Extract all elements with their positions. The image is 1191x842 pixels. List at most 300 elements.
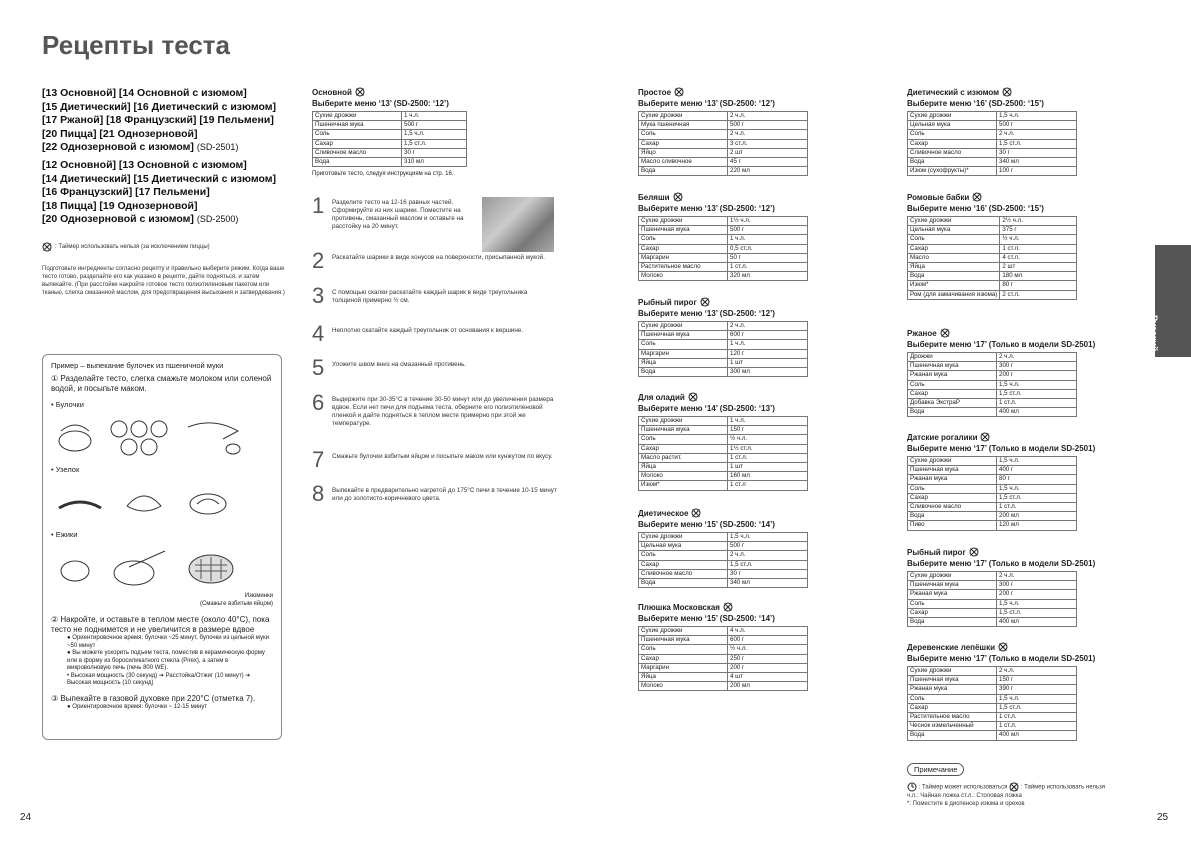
ingredient-amount: 300 мл — [728, 367, 808, 376]
ingredient-row — [908, 112, 1077, 121]
ingredient-name: Дрожжи — [908, 353, 997, 362]
ingredient-row — [639, 217, 808, 226]
ingredient-amount: 1,5 ч.л. — [997, 457, 1077, 466]
ingredient-name: Сухие дрожжи — [639, 417, 728, 426]
ingredient-row — [908, 272, 1077, 281]
step-item: 3 С помощью скалки раскатайте каждый шарик в виде треугольника толщиной примерно ½ см. — [312, 283, 528, 308]
recipe-menu: Выберите меню ‘13’ (SD-2500: ‘12’) — [312, 99, 449, 108]
ingredient-amount: 2 шт — [728, 148, 808, 157]
legend-timer-ok: : Таймер может использоваться — [918, 784, 1008, 791]
ingredient-name: Соль — [639, 130, 728, 139]
ingredient-amount: 400 мл — [997, 617, 1077, 626]
ingredient-row — [908, 139, 1077, 148]
ingredients-table — [638, 111, 808, 176]
knot-illustration — [55, 480, 273, 524]
ingredient-row — [639, 672, 808, 681]
ingredients-table — [907, 666, 1077, 741]
recipe-card — [907, 642, 1095, 741]
model-label: (SD-2501) — [196, 142, 239, 153]
ingredient-row — [313, 157, 467, 166]
model-line: [18 Пицца] [19 Однозерновой] — [42, 199, 198, 212]
ingredient-name: Сливочное масло — [639, 569, 728, 578]
recipe-title: Простое — [638, 87, 672, 97]
ingredient-name: Вода — [639, 578, 728, 587]
ingredient-row — [639, 349, 808, 358]
model-line: [14 Диетический] [15 Диетический с изюмом] — [42, 172, 277, 185]
ingredient-row — [313, 121, 467, 130]
ingredient-amount: 1 ст.л — [728, 481, 808, 490]
ingredient-name: Молоко — [639, 272, 728, 281]
ingredient-amount: 500 г — [728, 226, 808, 235]
recipe-menu: Выберите меню ‘13’ (SD-2500: ‘12’) — [638, 309, 775, 318]
ingredient-amount: 4 ч.л. — [728, 627, 808, 636]
model-line: [20 Однозерновой с изюмом] — [42, 213, 194, 226]
legend-units: ч.л.: Чайная ложка ст.л.: Столовая ложка — [907, 793, 1022, 799]
ingredient-amount: 180 мл — [1000, 272, 1077, 281]
dough-photo — [482, 197, 554, 252]
legend-timer-no: : Таймер использовать нельзя — [1020, 784, 1106, 791]
hedgehog-illustration — [55, 545, 273, 589]
recipe-menu: Выберите меню ‘15’ (SD-2500: ‘14’) — [638, 520, 775, 529]
ingredient-amount: 2 ч.л. — [728, 130, 808, 139]
ingredient-name: Сухие дрожжи — [639, 217, 728, 226]
ingredient-name: Молоко — [639, 682, 728, 691]
model-line: [15 Диетический] [16 Диетический с изюмом] — [42, 100, 277, 113]
recipe-menu: Выберите меню ‘17’ (Только в модели SD-2501) — [907, 340, 1096, 349]
ingredient-name: Сухие дрожжи — [639, 112, 728, 121]
ingredient-amount: 200 мл — [728, 682, 808, 691]
model-line: [13 Основной] [14 Основной с изюмом] — [42, 87, 247, 99]
ingredient-amount: 1,5 ч.л. — [997, 694, 1077, 703]
ingredient-amount: 1,5 ч.л. — [728, 533, 808, 542]
model-list — [42, 87, 292, 231]
ingredient-name: Пиво — [908, 521, 997, 530]
ingredient-name: Сахар — [639, 139, 728, 148]
ingredient-amount: 0,5 ст.л. — [728, 244, 808, 253]
ingredient-row — [908, 130, 1077, 139]
ingredient-amount: 1,5 ст.л. — [728, 560, 808, 569]
ingredient-row — [639, 663, 808, 672]
ingredient-amount: 200 г — [728, 663, 808, 672]
ingredient-name: Сухие дрожжи — [908, 572, 997, 581]
ingredient-name: Пшеничная мука — [908, 362, 997, 371]
ingredient-row — [908, 676, 1077, 685]
ingredient-name: Растительное масло — [639, 262, 728, 271]
recipe-osnovnoy — [312, 87, 467, 177]
ingredient-name: Маргарин — [639, 253, 728, 262]
ingredient-row — [639, 481, 808, 490]
ingredient-amount: 400 мл — [997, 731, 1077, 740]
ingredient-amount: 1½ ст.л. — [728, 444, 808, 453]
ball-dough-icon — [55, 547, 95, 587]
ingredient-row — [908, 157, 1077, 166]
ingredient-name: Добавка ЭкстраР — [908, 398, 997, 407]
ingredient-amount: 1 ч.л. — [402, 112, 467, 121]
ingredient-row — [639, 578, 808, 587]
ingredient-row — [908, 226, 1077, 235]
page-number-left: 24 — [20, 812, 32, 823]
ingredient-name: Соль — [908, 130, 997, 139]
ingredient-row — [908, 484, 1077, 493]
recipe-menu: Выберите меню ‘16’ (SD-2500: ‘15’) — [907, 99, 1044, 108]
recipe-card — [638, 87, 808, 176]
ingredient-row — [908, 371, 1077, 380]
no-timer-icon — [688, 392, 698, 402]
buns-illustration — [55, 415, 273, 459]
ingredient-name: Сливочное масло — [313, 148, 402, 157]
ingredient-amount: ½ ч.л. — [1000, 235, 1077, 244]
ingredient-name: Масло — [908, 253, 1000, 262]
ingredient-row — [639, 472, 808, 481]
egg-caption: (Смажьте взбитым яйцом) — [199, 601, 273, 607]
ingredient-amount: 2 шт — [1000, 262, 1077, 271]
ingredient-amount: 500 г — [728, 542, 808, 551]
ingredient-row — [313, 130, 467, 139]
ingredient-amount: 600 г — [728, 331, 808, 340]
ingredient-name: Сахар — [908, 608, 997, 617]
page-number-right: 25 — [1157, 812, 1169, 823]
ingredient-amount: 1 ст.л. — [728, 453, 808, 462]
no-timer-icon — [998, 642, 1008, 652]
recipe-card — [638, 192, 808, 281]
ingredient-row — [908, 722, 1077, 731]
timer-note — [42, 242, 210, 252]
ingredient-amount: 80 г — [997, 475, 1077, 484]
recipe-title: Рыбный пирог — [907, 547, 966, 557]
shaping-bun-icon — [183, 417, 243, 457]
ingredient-name: Растительное масло — [908, 712, 997, 721]
model-line: [22 Однозерновой с изюмом] — [42, 141, 194, 154]
ingredient-name: Сухие дрожжи — [908, 217, 1000, 226]
ingredient-row — [639, 654, 808, 663]
ingredients-table — [907, 216, 1077, 300]
step3-note: ● Ориентировочное время: булочки ~ 12-15 минут — [67, 703, 208, 710]
recipe-title: Деревенские лепёшки — [907, 642, 996, 652]
ingredient-amount: 1 ст.л. — [997, 722, 1077, 731]
ingredient-name: Сухие дрожжи — [639, 627, 728, 636]
ingredient-name: Сливочное масло — [908, 502, 997, 511]
ingredient-row — [639, 340, 808, 349]
ingredient-row — [639, 542, 808, 551]
ingredient-amount: 375 г — [1000, 226, 1077, 235]
ingredients-table — [907, 456, 1077, 531]
ingredient-row — [639, 533, 808, 542]
timer-note-text: : Таймер использовать нельзя (за исключением пиццы) — [55, 244, 210, 250]
ingredient-row — [639, 148, 808, 157]
recipe-card — [638, 508, 808, 588]
ingredient-row — [639, 426, 808, 435]
ingredients-table — [907, 111, 1077, 176]
ingredients-table — [907, 571, 1077, 627]
ingredient-row — [639, 253, 808, 262]
ingredient-amount: 250 г — [728, 654, 808, 663]
example-step-3: ③ Выпекайте в газовой духовке при 220°C (отметка 7). — [51, 693, 256, 703]
ingredient-row — [908, 281, 1077, 290]
ingredient-amount: 1 шт — [728, 358, 808, 367]
recipe-card — [638, 602, 808, 691]
ingredient-amount: 160 мл — [728, 472, 808, 481]
recipe-title: Диетическое — [638, 508, 689, 518]
ingredient-row — [639, 322, 808, 331]
ingredient-amount: 400 г — [997, 466, 1077, 475]
ingredient-amount: ½ ч.л. — [728, 645, 808, 654]
ingredient-amount: 320 мл — [728, 272, 808, 281]
recipe-title: Плюшка Московская — [638, 602, 720, 612]
ingredient-name: Ржаная мука — [908, 590, 997, 599]
ingredient-name: Соль — [639, 551, 728, 560]
model-label: (SD-2500) — [196, 214, 239, 225]
ingredient-name: Ржаная мука — [908, 685, 997, 694]
ingredient-name: Цельная мука — [908, 121, 997, 130]
ingredient-name: Сливочное масло — [908, 148, 997, 157]
no-timer-icon — [980, 432, 990, 442]
ingredient-row — [908, 475, 1077, 484]
ingredient-amount: 2 ст.л. — [1000, 290, 1077, 299]
ingredient-amount: 1,5 ст.л. — [997, 703, 1077, 712]
ingredient-amount: 120 г — [728, 349, 808, 358]
knot-done-icon — [183, 482, 233, 522]
ingredient-amount: 200 мл — [997, 512, 1077, 521]
ingredient-amount: 340 мл — [728, 578, 808, 587]
step2-note-b: ● Вы можете ускорить подъем теста, поместив в керамическую форму или в форму из боросиликатного стекла (Pirex), а затем в микроволновую печь (печь 800 WE). — [67, 650, 265, 671]
ingredients-table — [638, 321, 808, 377]
language-tab — [1149, 245, 1191, 357]
ingredient-amount: 1 шт — [728, 462, 808, 471]
recipe-card — [907, 328, 1095, 417]
ingredient-row — [908, 253, 1077, 262]
recipe-card — [907, 547, 1095, 627]
ingredient-amount: 150 г — [997, 676, 1077, 685]
ingredient-name: Яйцо — [639, 148, 728, 157]
legend-raisins: *: Поместите в диспенсер изюма и орехов — [907, 801, 1025, 807]
ingredient-amount: 30 г — [728, 569, 808, 578]
ingredient-name: Сахар — [908, 703, 997, 712]
model-group-2500 — [42, 159, 292, 227]
ingredient-row — [908, 290, 1077, 299]
ingredient-row — [639, 235, 808, 244]
ingredient-amount: ½ ч.л. — [728, 435, 808, 444]
hedgehog-icon — [183, 547, 243, 587]
ingredient-row — [639, 560, 808, 569]
ingredient-row — [908, 572, 1077, 581]
ingredient-name: Сахар — [908, 244, 1000, 253]
recipe-title: Беляши — [638, 192, 670, 202]
ingredients-table — [907, 352, 1077, 417]
ingredient-row — [639, 627, 808, 636]
ingredient-name: Маргарин — [639, 663, 728, 672]
ingredient-row — [908, 121, 1077, 130]
ingredient-name: Сахар — [639, 244, 728, 253]
ingredient-amount: 200 г — [997, 371, 1077, 380]
ingredient-row — [908, 398, 1077, 407]
ingredient-row — [639, 367, 808, 376]
model-line: [12 Основной] [13 Основной с изюмом] — [42, 158, 247, 171]
ingredient-amount: 340 мл — [997, 157, 1077, 166]
ingredient-row — [639, 444, 808, 453]
no-timer-icon — [940, 328, 950, 338]
recipe-menu: Выберите меню ‘13’ (SD-2500: ‘12’) — [638, 99, 775, 108]
recipe-note: Приготовьте тесто, следуя инструкциям на стр. 16. — [312, 171, 454, 178]
ingredient-amount: 2 ч.л. — [728, 112, 808, 121]
ingredient-amount: 600 г — [728, 636, 808, 645]
ingredient-row — [908, 493, 1077, 502]
ingredient-name: Изюм* — [908, 281, 1000, 290]
ingredient-amount: 1,5 ч.л. — [402, 130, 467, 139]
ingredient-amount: 500 г — [402, 121, 467, 130]
ingredient-row — [639, 682, 808, 691]
recipe-card — [907, 87, 1077, 176]
shape-hedgehog-label: • Ежики — [51, 530, 78, 539]
ingredient-name: Вода — [908, 617, 997, 626]
ingredient-name: Сахар — [639, 560, 728, 569]
ingredients-table — [638, 416, 808, 491]
recipe-title: Диетический с изюмом — [907, 87, 1000, 97]
ingredient-amount: 2 ч.л. — [997, 353, 1077, 362]
timer-icon — [907, 782, 917, 792]
ingredient-amount: 300 г — [997, 362, 1077, 371]
ingredients-table — [638, 532, 808, 588]
ingredient-name: Ром (для замачивания изюма) — [908, 290, 1000, 299]
ingredient-name: Сухие дрожжи — [908, 457, 997, 466]
recipe-card — [907, 432, 1095, 531]
ingredient-row — [639, 551, 808, 560]
ingredient-row — [908, 457, 1077, 466]
ingredient-row — [908, 608, 1077, 617]
ingredient-row — [908, 408, 1077, 417]
ingredient-name: Вода — [908, 512, 997, 521]
ingredient-amount: 390 г — [997, 685, 1077, 694]
ingredient-row — [908, 466, 1077, 475]
no-timer-icon — [1002, 87, 1012, 97]
example-box — [42, 354, 282, 740]
recipe-card — [638, 297, 808, 377]
ingredient-amount: 1,5 ст.л. — [997, 493, 1077, 502]
step-item: 5 Уложите швом вниз на смазанный противень. — [312, 355, 467, 380]
ingredient-amount: 1 ст.л. — [997, 502, 1077, 511]
ingredient-name: Соль — [908, 484, 997, 493]
ingredients-table — [312, 111, 467, 167]
ingredient-row — [908, 581, 1077, 590]
no-timer-icon — [700, 297, 710, 307]
note-label: Примечание — [907, 763, 964, 776]
shape-buns-label: • Булочки — [51, 400, 84, 409]
recipe-title: Ромовые бабки — [907, 192, 970, 202]
ingredient-row — [908, 244, 1077, 253]
ingredient-amount: 200 г — [997, 590, 1077, 599]
ingredient-row — [639, 112, 808, 121]
ingredient-name: Соль — [908, 380, 997, 389]
recipe-title: Для оладий — [638, 392, 685, 402]
ingredient-amount: 1,5 ч.л. — [997, 599, 1077, 608]
ingredient-row — [639, 226, 808, 235]
ingredient-row — [639, 130, 808, 139]
step-item: 6 Выдержите при 30-35°C в течение 30-50 минут или до увеличения размера вдвое. Если нет печи для подъема теста, оберните его полиэтиленовой пленкой и дайте подняться в теплом месте примерно при этой же температуре. — [312, 390, 554, 427]
ingredient-name: Сухие дрожжи — [908, 667, 997, 676]
ingredient-row — [639, 569, 808, 578]
shape-knot-label: • Узелок — [51, 465, 80, 474]
recipe-menu: Выберите меню ‘17’ (Только в модели SD-2501) — [907, 654, 1096, 663]
ingredient-amount: 120 мл — [997, 521, 1077, 530]
ingredient-row — [908, 389, 1077, 398]
recipe-menu: Выберите меню ‘14’ (SD-2500: ‘13’) — [638, 404, 775, 413]
legend — [907, 782, 1147, 808]
recipe-title: Рыбный пирог — [638, 297, 697, 307]
ingredient-row — [639, 331, 808, 340]
ingredient-name: Пшеничная мука — [639, 426, 728, 435]
ingredient-name: Сахар — [908, 139, 997, 148]
recipe-menu: Выберите меню ‘15’ (SD-2500: ‘14’) — [638, 614, 775, 623]
no-timer-icon — [355, 87, 365, 97]
ingredient-name: Молоко — [639, 472, 728, 481]
page-title: Рецепты теста — [42, 30, 230, 60]
ingredient-amount: 2 ч.л. — [728, 322, 808, 331]
language-tab-label: Русский — [1149, 315, 1159, 352]
ingredient-amount: 2 ч.л. — [728, 551, 808, 560]
ingredient-name: Вода — [908, 731, 997, 740]
ingredient-row — [908, 148, 1077, 157]
ingredient-row — [639, 435, 808, 444]
ingredient-name: Пшеничная мука — [908, 581, 997, 590]
ingredient-name: Яйца — [908, 262, 1000, 271]
recipe-title: Основной — [312, 87, 352, 97]
ingredient-name: Цельная мука — [908, 226, 1000, 235]
step2-note-c: • Высокая мощность (30 секунд) ➔ Расстойка/Отжиг (10 минут) ➔ Высокая мощность (10 секунд) — [67, 672, 251, 686]
no-timer-icon — [42, 242, 52, 252]
ingredient-row — [908, 512, 1077, 521]
ingredient-row — [639, 453, 808, 462]
ingredient-name: Изюм* — [639, 481, 728, 490]
ingredient-name: Сухие дрожжи — [908, 112, 997, 121]
ingredient-name: Пшеничная мука — [908, 676, 997, 685]
ingredient-amount: 1 ст.л. — [1000, 244, 1077, 253]
ingredient-name: Соль — [908, 235, 1000, 244]
ingredient-name: Сахар — [639, 654, 728, 663]
ingredient-row — [908, 502, 1077, 511]
ingredient-row — [639, 417, 808, 426]
ingredient-name: Соль — [639, 645, 728, 654]
ingredient-amount: 1,5 ч.л. — [997, 484, 1077, 493]
ingredient-amount: 4 шт — [728, 672, 808, 681]
ingredient-amount: 1,5 ст.л. — [997, 389, 1077, 398]
ingredient-name: Цельная мука — [639, 542, 728, 551]
no-timer-icon — [674, 87, 684, 97]
ingredient-row — [908, 731, 1077, 740]
no-timer-icon — [972, 192, 982, 202]
ingredient-name: Ржаная мука — [908, 371, 997, 380]
ingredient-name: Соль — [639, 340, 728, 349]
ingredient-row — [908, 617, 1077, 626]
example-heading: Пример – выпекание булочек из пшеничной муки — [51, 361, 224, 370]
ingredient-name: Сахар — [908, 389, 997, 398]
recipe-menu: Выберите меню ‘17’ (Только в модели SD-2501) — [907, 444, 1096, 453]
rope-dough-icon — [55, 482, 105, 522]
ingredient-row — [908, 590, 1077, 599]
step-item: 2 Раскатайте шарики в виде конусов на поверхности, присыпанной мукой. — [312, 248, 545, 273]
ingredient-amount: 30 г — [997, 148, 1077, 157]
ingredient-name: Соль — [313, 130, 402, 139]
ingredient-row — [908, 694, 1077, 703]
ingredient-row — [639, 272, 808, 281]
no-timer-icon — [969, 547, 979, 557]
ingredient-amount: 2 ч.л. — [997, 130, 1077, 139]
ingredient-name: Вода — [639, 167, 728, 176]
ingredient-row — [908, 703, 1077, 712]
ingredient-name: Яйца — [639, 358, 728, 367]
ingredients-table — [638, 216, 808, 281]
ingredient-row — [908, 380, 1077, 389]
ingredient-amount: 2 ч.л. — [997, 667, 1077, 676]
ingredient-name: Сахар — [908, 493, 997, 502]
